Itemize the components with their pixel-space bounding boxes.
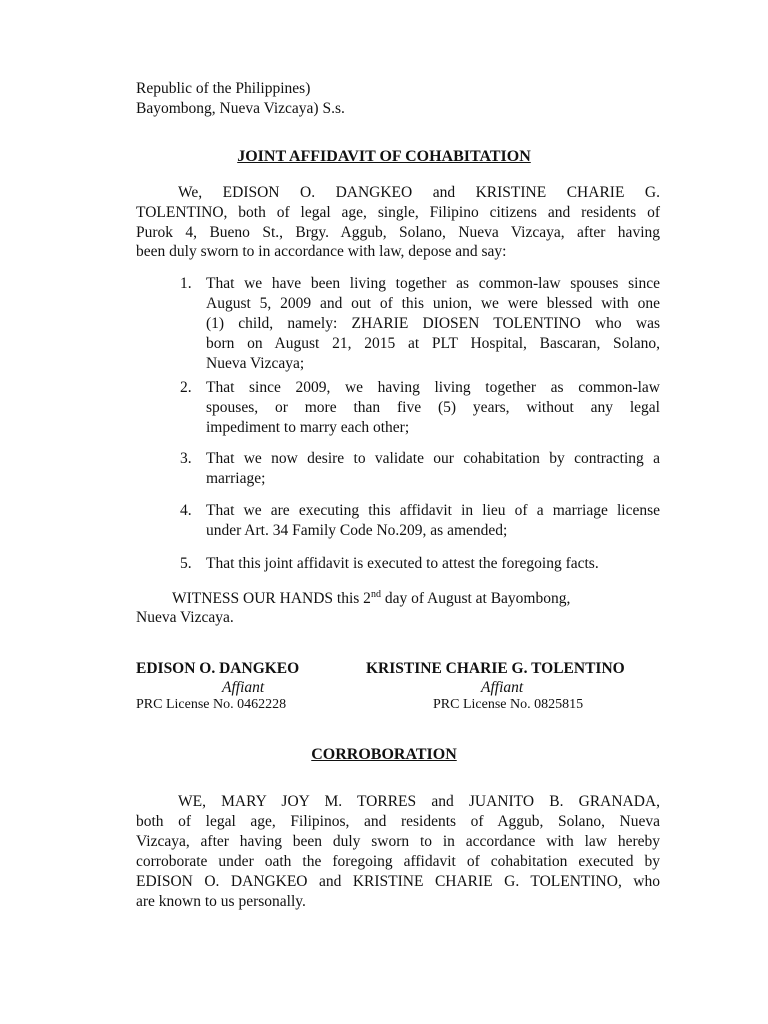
corroboration-line: WE, MARY JOY M. TORRES and JUANITO B. GRANADA, (178, 793, 660, 810)
list-item (180, 449, 660, 489)
numbered-list (180, 274, 660, 374)
venue-line-1: Republic of the Philippines) (136, 80, 311, 97)
intro-line: Purok 4, Bueno St., Brgy. Aggub, Solano, Nueva Vizcaya, after having (136, 224, 660, 241)
item-line: That since 2009, we having living together as common-law (206, 379, 660, 396)
item-line: That we are executing this affidavit in lieu of a marriage license (206, 502, 660, 519)
affiant-2-name: KRISTINE CHARIE G. TOLENTINO (366, 660, 625, 677)
item-line: (1) child, namely: ZHARIE DIOSEN TOLENTINO who was (206, 315, 660, 332)
item-line: under Art. 34 Family Code No.209, as amended; (206, 522, 508, 539)
corroboration-line: both of legal age, Filipinos, and residents of Aggub, Solano, Nueva (136, 813, 660, 830)
numbered-list (180, 554, 660, 574)
item-number: 2. (180, 379, 192, 396)
document-title: JOINT AFFIDAVIT OF COHABITATION (237, 148, 531, 165)
venue-line-2: Bayombong, Nueva Vizcaya) S.s. (136, 100, 345, 117)
affiant-2-role: Affiant (481, 679, 524, 696)
item-number: 1. (180, 275, 192, 292)
item-number: 4. (180, 502, 192, 519)
intro-line: We, EDISON O. DANGKEO and KRISTINE CHARIE G. (178, 184, 660, 201)
affiant-1-role: Affiant (222, 679, 265, 696)
item-line: That this joint affidavit is executed to attest the foregoing facts. (206, 555, 599, 572)
corroboration-line: EDISON O. DANGKEO and KRISTINE CHARIE G. TOLENTINO, who (136, 873, 660, 890)
ordinal-suffix: nd (370, 588, 381, 600)
intro-line: TOLENTINO, both of legal age, single, Filipino citizens and residents of (136, 204, 660, 221)
witness-line (172, 589, 570, 609)
list-item (180, 274, 660, 374)
corroboration-line: are known to us personally. (136, 893, 306, 910)
item-line: Nueva Vizcaya; (206, 355, 305, 372)
item-line: spouses, or more than five (5) years, without any legal (206, 399, 660, 416)
numbered-list (180, 449, 660, 489)
witness-text: day of August at Bayombong, (380, 590, 571, 607)
item-number: 5. (180, 555, 192, 572)
item-number: 3. (180, 450, 192, 467)
item-line: August 5, 2009 and out of this union, we were blessed with one (206, 295, 660, 312)
witness-line-2: Nueva Vizcaya. (136, 609, 234, 626)
item-line: marriage; (206, 470, 266, 487)
intro-line: been duly sworn to in accordance with law, depose and say: (136, 243, 507, 260)
witness-text: WITNESS OUR HANDS this 2 (172, 590, 371, 607)
item-line: That we have been living together as common-law spouses since (206, 275, 660, 292)
affiant-2-license: PRC License No. 0825815 (433, 697, 584, 712)
numbered-list (180, 378, 660, 438)
list-item (180, 378, 660, 438)
list-item (180, 501, 660, 541)
list-item (180, 554, 660, 574)
corroboration-title: CORROBORATION (311, 746, 457, 763)
affiant-1-name: EDISON O. DANGKEO (136, 660, 300, 677)
item-line: impediment to marry each other; (206, 419, 410, 436)
numbered-list (180, 501, 660, 541)
corroboration-line: Vizcaya, after having been duly sworn to in accordance with law hereby (136, 833, 660, 850)
item-line: born on August 21, 2015 at PLT Hospital, Bascaran, Solano, (206, 335, 660, 352)
corroboration-line: corroborate under oath the foregoing affidavit of cohabitation executed by (136, 853, 660, 870)
item-line: That we now desire to validate our cohabitation by contracting a (206, 450, 660, 467)
affiant-1-license: PRC License No. 0462228 (136, 697, 287, 712)
